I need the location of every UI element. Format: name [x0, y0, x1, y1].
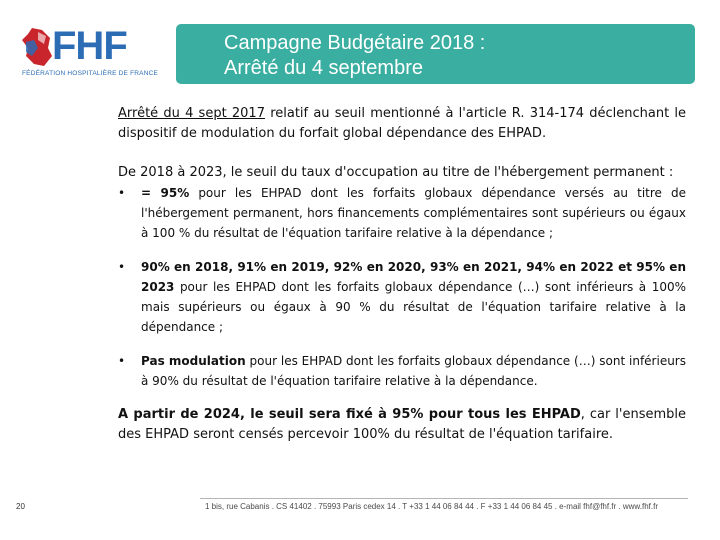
list-item [118, 183, 686, 243]
intro-paragraph [118, 104, 686, 144]
page-number: 20 [16, 502, 25, 511]
final-bold: A partir de 2024, le seuil sera fixé à 95% pour tous les EHPAD [118, 407, 581, 422]
bullet-bold: 90% en 2018, 91% en 2019, 92% en 2020, 93% en 2021, 94% en 2022 et 95% en 2023 [141, 260, 686, 294]
bullet-icon: • [118, 186, 126, 200]
bullet-bold: = 95% [141, 186, 190, 200]
final-paragraph [118, 405, 686, 445]
footer-address: 1 bis, rue Cabanis . CS 41402 . 75993 Paris cedex 14 . T +33 1 44 06 84 44 . F +33 1 44 06 84 45 . e-mail fhf@fhf.fr . www.fhf.fr [205, 502, 658, 511]
bullet-text: pour les EHPAD dont les forfaits globaux dépendance versés au titre de l'hébergement permanent, hors financements complémentaires sont supérieurs ou égaux à 100 % du résultat de l'équation tarifaire relative à la dépendance ; [141, 186, 686, 240]
logo-text: FHF [52, 24, 127, 68]
section-heading: De 2018 à 2023, le seuil du taux d'occupation au titre de l'hébergement permanent : [118, 165, 674, 180]
fhf-logo [18, 22, 159, 84]
list-item [118, 257, 686, 337]
slide-content [118, 104, 686, 445]
bullet-bold: Pas modulation [141, 354, 246, 368]
bullet-text: pour les EHPAD dont les forfaits globaux dépendance (…) sont inférieurs à 90% du résultat de l'équation tarifaire relative à la dépendance. [141, 354, 686, 388]
title-line-2: Arrêté du 4 septembre [224, 57, 423, 79]
title-line-1: Campagne Budgétaire 2018 : [224, 32, 486, 54]
bullet-icon: • [118, 260, 126, 274]
threshold-list [118, 183, 686, 391]
final-text: , car l'ensemble des EHPAD seront censés percevoir 100% du résultat de l'équation tarifaire. [118, 407, 687, 442]
list-item [118, 351, 686, 391]
decree-reference: Arrêté du 4 sept 2017 [118, 106, 265, 121]
intro-text: relatif au seuil mentionné à l'article R. 314-174 déclenchant le dispositif de modulation du forfait global dépendance des EHPAD. [118, 106, 686, 141]
bullet-text: pour les EHPAD dont les forfaits globaux dépendance (…) sont inférieurs à 100% mais supérieurs ou égaux à 90 % du résultat de l'équation tarifaire relative à la dépendance ; [141, 280, 686, 334]
bullet-icon: • [118, 354, 126, 368]
footer-divider [200, 498, 688, 499]
france-map-icon [20, 26, 54, 70]
logo-subtitle: FÉDÉRATION HOSPITALIÈRE DE FRANCE [22, 70, 159, 77]
title-banner [176, 24, 695, 84]
